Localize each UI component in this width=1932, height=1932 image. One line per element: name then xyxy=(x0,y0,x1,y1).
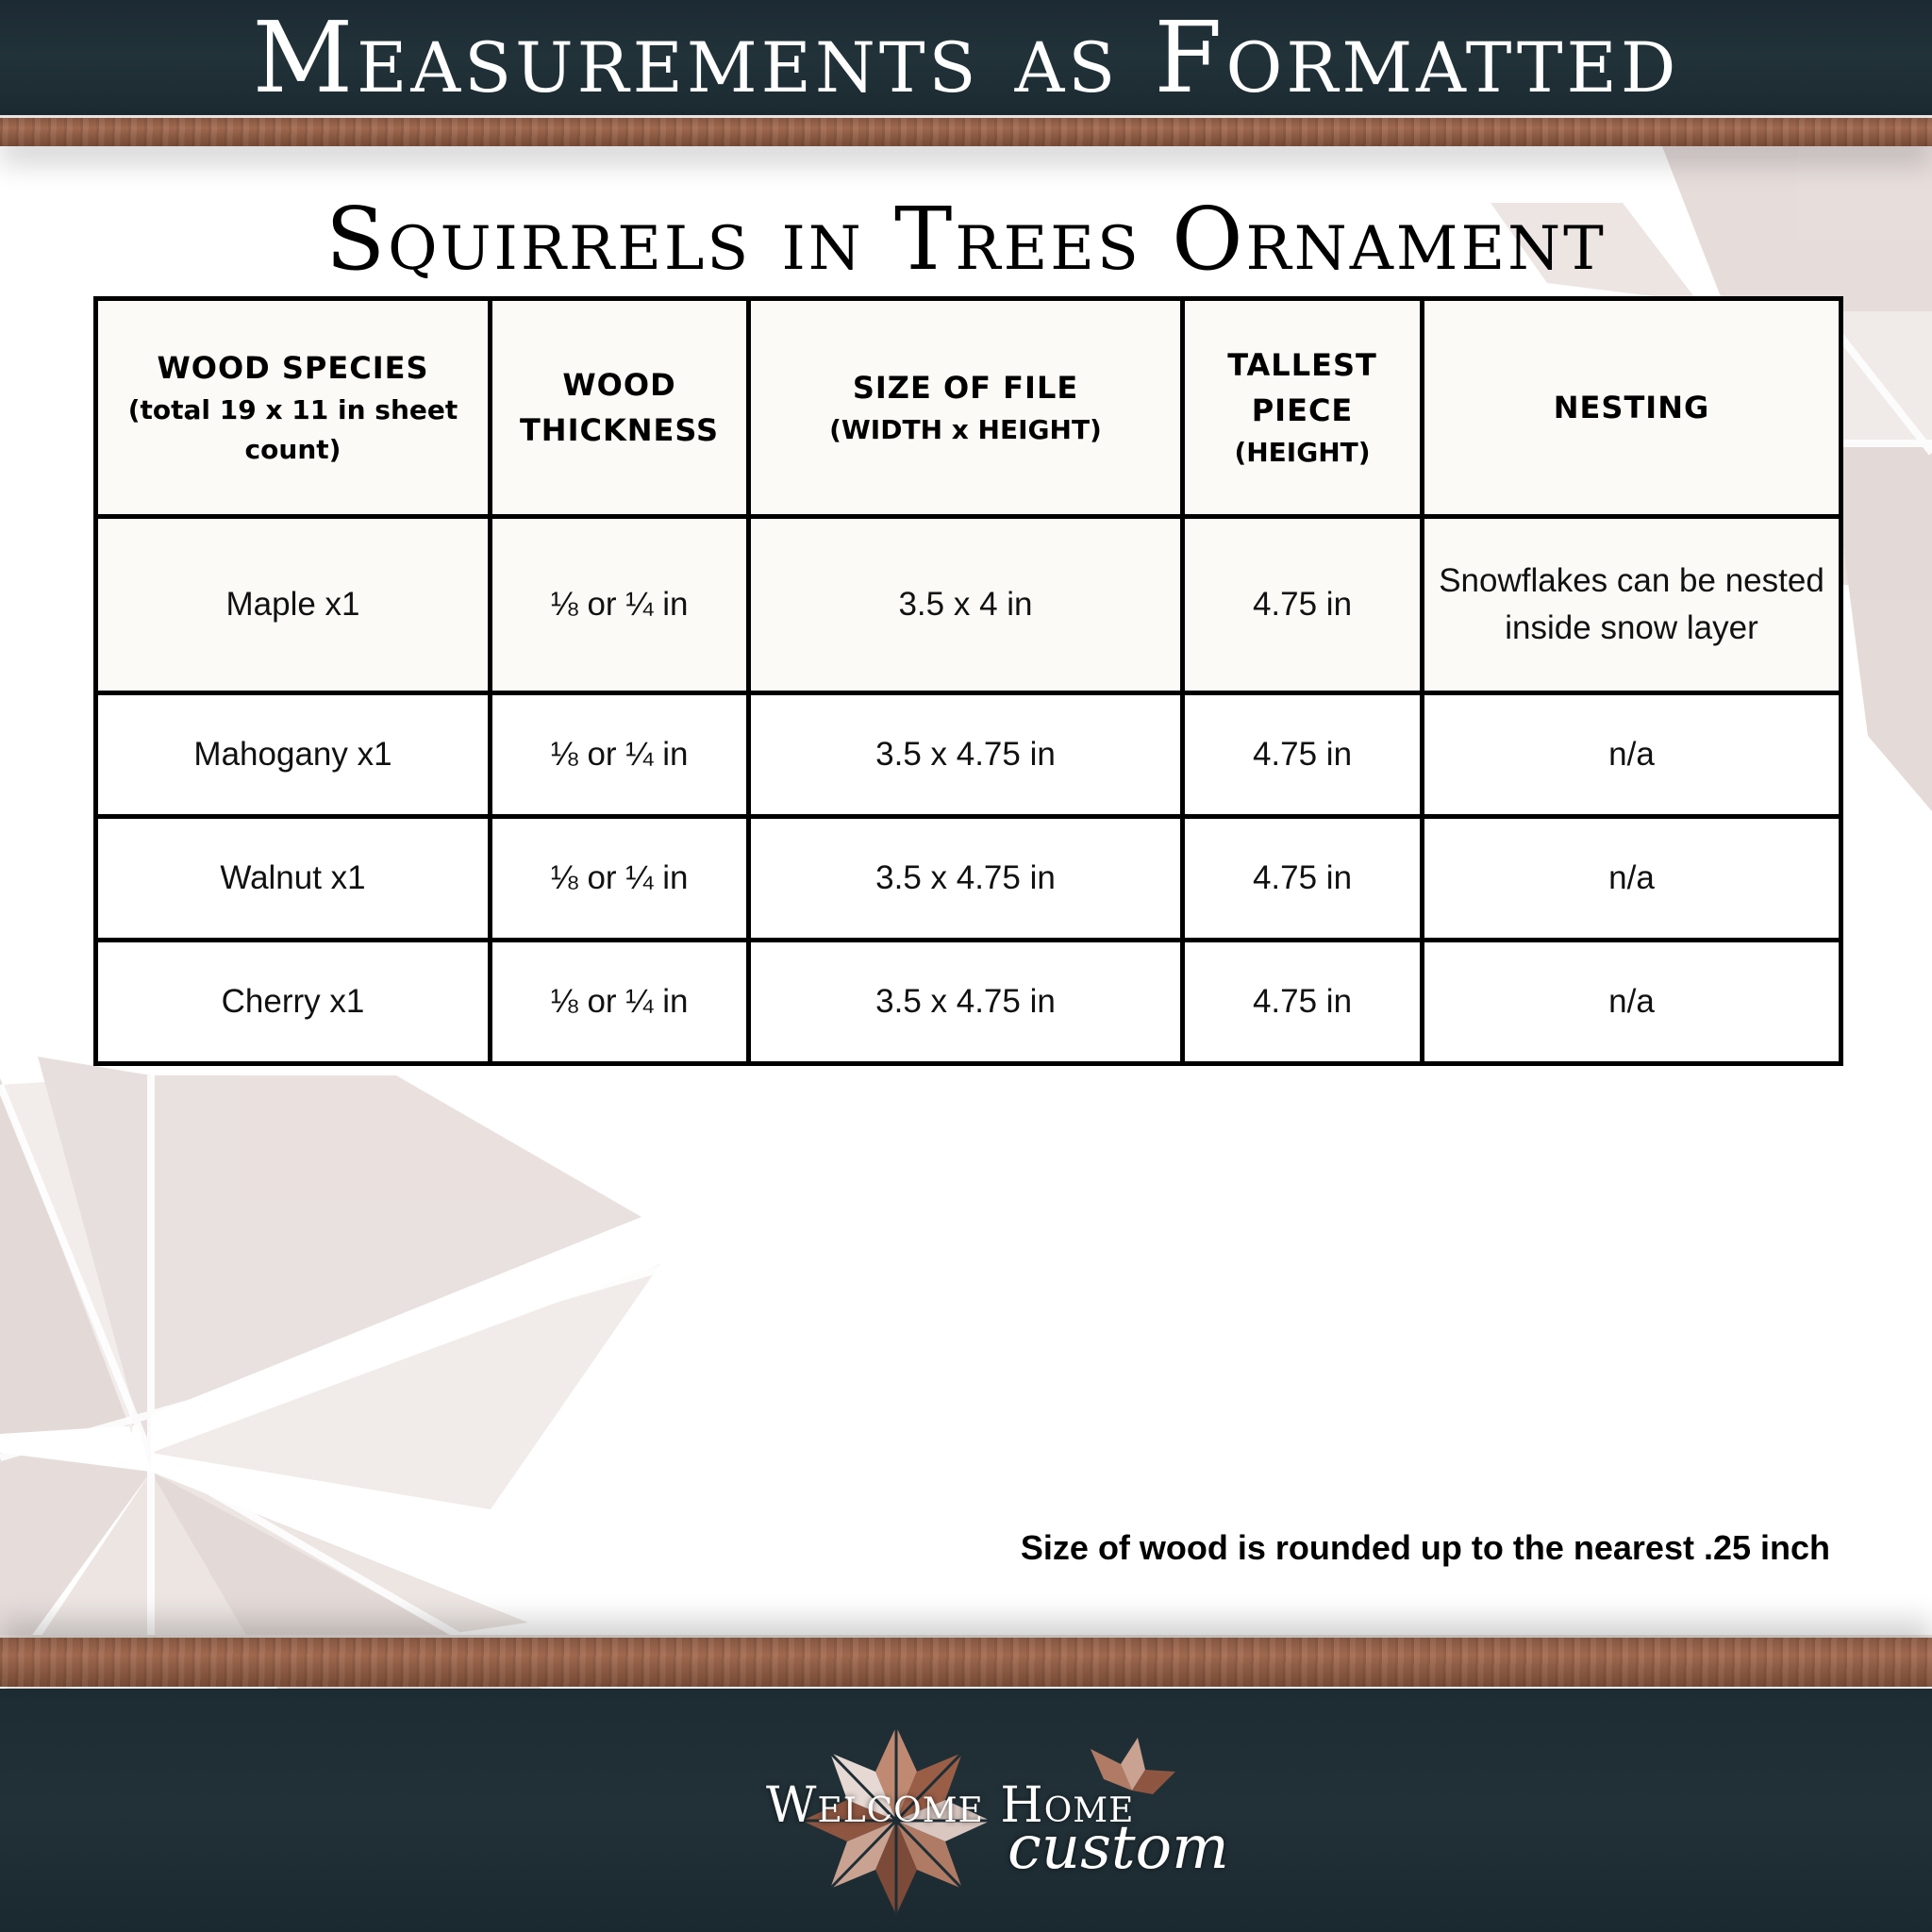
logo-wordmark: Welcome Home xyxy=(766,1777,1135,1834)
cell-species: Mahogany x1 xyxy=(96,693,491,817)
cell-size: 3.5 x 4.75 in xyxy=(749,941,1183,1064)
header-size-of-file: SIZE OF FILE (WIDTH x HEIGHT) xyxy=(749,299,1183,517)
header-wood-thickness: WOOD THICKNESS xyxy=(491,299,749,517)
cell-thickness: ⅛ or ¼ in xyxy=(491,693,749,817)
cell-nesting: n/a xyxy=(1423,817,1841,941)
wood-trim-bottom xyxy=(0,1638,1932,1687)
cell-nesting: n/a xyxy=(1423,693,1841,817)
cell-thickness: ⅛ or ¼ in xyxy=(491,817,749,941)
cell-nesting: n/a xyxy=(1423,941,1841,1064)
cell-nesting: Snowflakes can be nested inside snow layer xyxy=(1423,517,1841,693)
wood-trim-top xyxy=(0,118,1932,146)
header-tallest-piece: TALLEST PIECE (HEIGHT) xyxy=(1183,299,1423,517)
table-header-row xyxy=(96,299,1841,517)
cell-tallest: 4.75 in xyxy=(1183,517,1423,693)
header-wood-species: WOOD SPECIES (total 19 x 11 in sheet count) xyxy=(96,299,491,517)
cell-tallest: 4.75 in xyxy=(1183,693,1423,817)
cell-species: Maple x1 xyxy=(96,517,491,693)
cell-species: Walnut x1 xyxy=(96,817,491,941)
cell-size: 3.5 x 4.75 in xyxy=(749,693,1183,817)
header-title: Measurements as Formatted xyxy=(252,0,1680,115)
table-row xyxy=(96,693,1841,817)
cell-species: Cherry x1 xyxy=(96,941,491,1064)
cell-size: 3.5 x 4 in xyxy=(749,517,1183,693)
header-nesting: NESTING xyxy=(1423,299,1841,517)
rounding-note: Size of wood is rounded up to the nearest .25 inch xyxy=(1020,1528,1830,1567)
document-title: Squirrels in Trees Ornament xyxy=(325,189,1607,290)
logo-subtext: custom xyxy=(1008,1813,1229,1883)
cell-size: 3.5 x 4.75 in xyxy=(749,817,1183,941)
table-row xyxy=(96,941,1841,1064)
table-row xyxy=(96,817,1841,941)
measurements-table xyxy=(93,296,1843,1066)
cell-thickness: ⅛ or ¼ in xyxy=(491,517,749,693)
cell-tallest: 4.75 in xyxy=(1183,817,1423,941)
cell-thickness: ⅛ or ¼ in xyxy=(491,941,749,1064)
table-row xyxy=(96,517,1841,693)
cell-tallest: 4.75 in xyxy=(1183,941,1423,1064)
trim-divider-top xyxy=(0,115,1932,118)
